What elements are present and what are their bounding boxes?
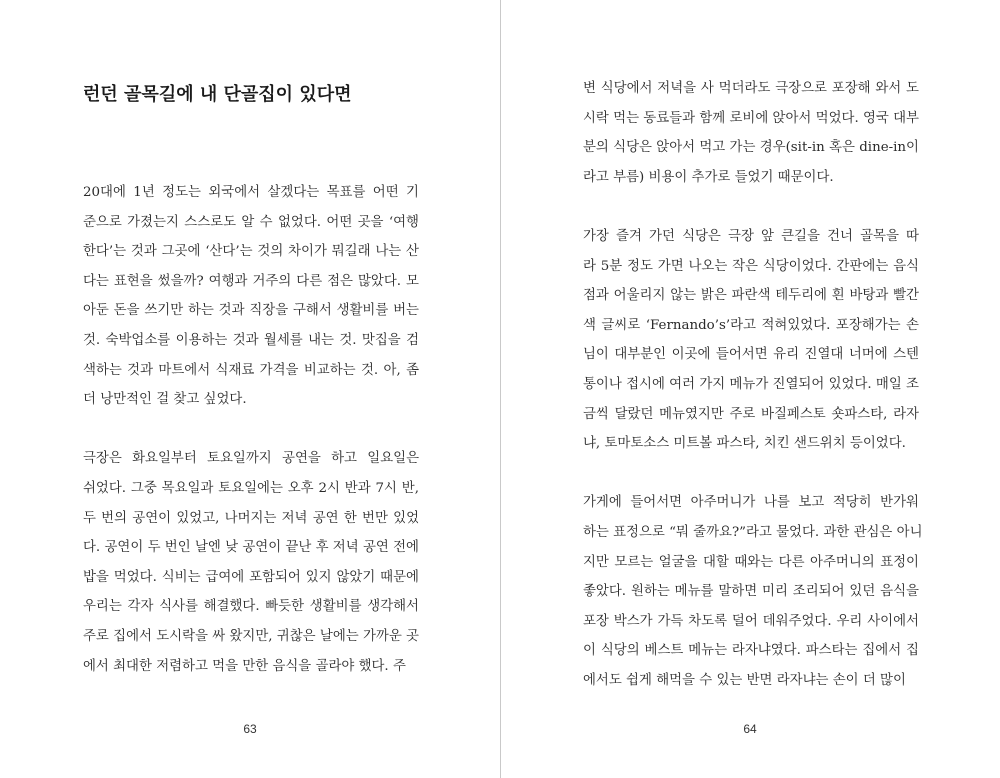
- text-line: 점과 어울리지 않는 밝은 파란색 테두리에 흰 바탕과 빨간: [583, 288, 919, 304]
- text-line: 더 낭만적인 걸 찾고 싶었다.: [83, 392, 247, 408]
- paragraph-gap: [583, 459, 919, 489]
- right-page-body: [583, 74, 923, 695]
- paragraph: [83, 444, 419, 681]
- text-line: 준으로 가졌는지 스스로도 알 수 없었다. 어떤 곳을 ‘여행: [83, 214, 419, 230]
- paragraph-gap: [583, 192, 919, 222]
- text-line: 변 식당에서 저녁을 사 먹더라도 극장으로 포장해 와서 도: [583, 81, 919, 96]
- text-line: 가게에 들어서면 아주머니가 나를 보고 적당히 반가워: [583, 495, 919, 511]
- paragraph: [583, 222, 919, 459]
- text-line: 주로 집에서 도시락을 싸 왔지만, 귀찮은 날에는 가까운 곳: [83, 628, 419, 644]
- chapter-title: 런던 골목길에 내 단골집이 있다면: [83, 84, 352, 105]
- paragraph-gap: [83, 415, 419, 445]
- page-number-left: 63: [243, 722, 257, 736]
- text-line: 좋았다. 원하는 메뉴를 말하면 미리 조리되어 있던 음식을: [583, 584, 919, 600]
- text-line: 극장은 화요일부터 토요일까지 공연을 하고 일요일은: [83, 451, 419, 467]
- text-line: 색하는 것과 마트에서 식재료 가격을 비교하는 것. 아, 좀: [83, 362, 419, 378]
- text-line: 이 식당의 베스트 메뉴는 라자냐였다. 파스타는 집에서 집: [583, 643, 919, 659]
- text-line: 한다’는 것과 그곳에 ‘산다’는 것의 차이가 뭐길래 나는 산: [83, 244, 419, 260]
- text-line: 다. 공연이 두 번인 날엔 낮 공연이 끝난 후 저녁 공연 전에: [83, 540, 419, 556]
- text-line: 것. 숙박업소를 이용하는 것과 월세를 내는 것. 맛집을 검: [83, 332, 420, 348]
- text-line: 밥을 먹었다. 식비는 급여에 포함되어 있지 않았기 때문에: [83, 569, 419, 585]
- text-line: 두 번의 공연이 있었고, 나머지는 저녁 공연 한 번만 있었: [83, 510, 419, 526]
- text-line: 가장 즐겨 가던 식당은 극장 앞 큰길을 건너 골목을 따: [583, 228, 919, 244]
- text-line: 쉬었다. 그중 목요일과 토요일에는 오후 2시 반과 7시 반,: [83, 480, 419, 496]
- text-line: 분의 식당은 앉아서 먹고 가는 경우(sit-in 혹은 dine-in이: [583, 140, 919, 156]
- paragraph: [83, 178, 419, 415]
- paragraph: [583, 488, 923, 695]
- left-page-body: [83, 178, 419, 681]
- text-line: 라 5분 정도 가면 나오는 작은 식당이었다. 간판에는 음식: [583, 258, 919, 274]
- text-line: 우리는 각자 식사를 해결했다. 빠듯한 생활비를 생각해서: [83, 599, 419, 615]
- text-line: 아둔 돈을 쓰기만 하는 것과 직장을 구해서 생활비를 버는: [83, 303, 419, 319]
- text-line: 다는 표현을 썼을까? 여행과 거주의 다른 점은 많았다. 모: [83, 273, 419, 289]
- text-line: 냐, 토마토소스 미트볼 파스타, 치킨 샌드위치 등이었다.: [583, 436, 906, 452]
- text-line: 포장 박스가 가득 차도록 덜어 데워주었다. 우리 사이에서: [583, 613, 919, 629]
- page-number-right: 64: [743, 722, 757, 736]
- text-line: 지만 모르는 얼굴을 대할 때와는 다른 아주머니의 표정이: [583, 554, 919, 570]
- text-line: 시락 먹는 동료들과 함께 로비에 앉아서 먹었다. 영국 대부: [583, 110, 919, 126]
- right-page: [501, 0, 1000, 778]
- paragraph: [583, 74, 919, 192]
- text-line: 색 글씨로 ‘Fernando’s’라고 적혀있었다. 포장해가는 손: [583, 317, 919, 333]
- text-line: 20대에 1년 정도는 외국에서 살겠다는 목표를 어떤 기: [83, 185, 419, 200]
- text-line: 에서 최대한 저렴하고 먹을 만한 음식을 골라야 했다. 주: [83, 658, 406, 674]
- text-line: 하는 표정으로 “뭐 줄까요?”라고 물었다. 과한 관심은 아니: [583, 524, 923, 540]
- text-line: 에서도 쉽게 해먹을 수 있는 반면 라자냐는 손이 더 많이: [583, 672, 906, 688]
- text-line: 라고 부름) 비용이 추가로 들었기 때문이다.: [583, 169, 834, 185]
- text-line: 통이나 접시에 여러 가지 메뉴가 진열되어 있었다. 매일 조: [583, 376, 919, 392]
- text-line: 금씩 달랐던 메뉴였지만 주로 바질페스토 숏파스타, 라자: [583, 406, 919, 422]
- text-line: 님이 대부분인 이곳에 들어서면 유리 진열대 너머에 스텐: [583, 347, 919, 363]
